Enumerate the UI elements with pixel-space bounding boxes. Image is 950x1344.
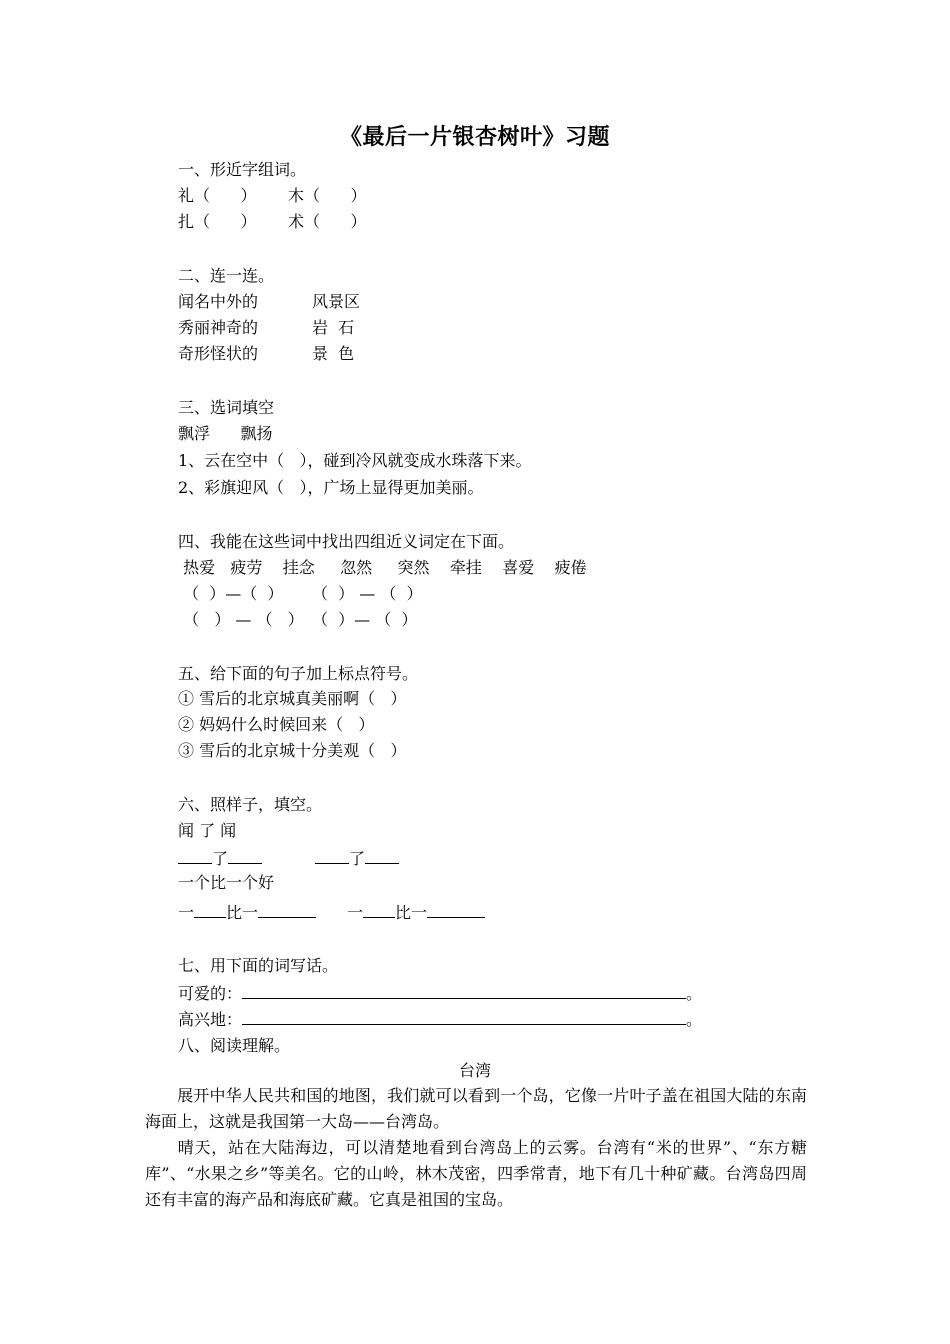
s4-pair-4: （ ）— （ ） <box>312 610 418 629</box>
s6-example-2: 一个比一个好 <box>178 873 275 892</box>
s6-fill-2a-mid: 比一 <box>226 903 259 922</box>
article-p1-text: 展开中华人民共和国的地图，我们就可以看到一个岛，它像一片叶子盖在祖国大陆的东南海面上，这就是我国第一大岛——台湾岛。 <box>145 1086 807 1131</box>
s2-right-2: 岩 石 <box>312 318 355 337</box>
s6-fill-2b-prefix: 一 <box>347 903 364 922</box>
s3-question-2: 2、彩旗迎风（ ），广场上显得更加美丽。 <box>178 478 484 497</box>
s5-item-3: ③ 雪后的北京城十分美观（ ） <box>178 741 407 760</box>
section-3-heading: 三、选词填空 <box>178 398 275 417</box>
section-6-heading: 六、照样子，填空。 <box>178 795 323 814</box>
s5-item-1: ① 雪后的北京城真美丽啊（ ） <box>178 689 407 708</box>
s1-row2-col1: 扎（ ） <box>178 212 257 231</box>
section-1-heading: 一、形近字组词。 <box>178 160 307 179</box>
s2-right-3: 景 色 <box>312 344 355 363</box>
s4-pair-3: （ ） — （ ） <box>178 610 304 629</box>
article-title: 台湾 <box>458 1061 491 1080</box>
section-5-heading: 五、给下面的句子加上标点符号。 <box>178 664 419 683</box>
article-paragraph-2 <box>145 1135 807 1213</box>
section-8-heading: 八、阅读理解。 <box>178 1036 291 1055</box>
s2-left-3: 奇形怪状的 <box>178 344 259 363</box>
s1-row1-col1: 礼（ ） <box>178 186 257 205</box>
s5-item-2: ② 妈妈什么时候回来（ ） <box>178 715 375 734</box>
article-p2-text: 晴天，站在大陆海边，可以清楚地看到台湾岛上的云雾。台湾有“米的世界”、“东方糖库”、“水果之乡”等美名。它的山岭，林木茂密，四季常青，地下有几十种矿藏。台湾岛四周还有丰富的海产品和海底矿藏。它真是祖国的宝岛。 <box>145 1138 807 1209</box>
s4-pair-1: （ ）—（ ） <box>178 584 284 603</box>
s6-fill-row-2b <box>347 901 485 923</box>
s7-word-2: 高兴地： <box>178 1010 243 1029</box>
s6-fill-row-2 <box>178 901 316 923</box>
s6-fill-2b-mid: 比一 <box>395 903 428 922</box>
s4-word-list: 热爱 疲劳 挂念 忽然 突然 牵挂 喜爱 疲倦 <box>178 558 587 577</box>
s4-pair-2: （ ） — （ ） <box>312 584 423 603</box>
section-2-heading: 二、连一连。 <box>178 266 275 285</box>
section-7-heading: 七、用下面的词写话。 <box>178 956 339 975</box>
page-title: 《最后一片银杏树叶》习题 <box>339 124 610 150</box>
s6-fill-1a: 了 <box>212 849 229 868</box>
s6-fill-row-1 <box>178 847 262 869</box>
s2-left-1: 闻名中外的 <box>178 292 259 311</box>
s7-end-1: 。 <box>686 984 703 1003</box>
s7-word-1: 可爱的： <box>178 984 243 1003</box>
s6-fill-1b: 了 <box>349 849 366 868</box>
s1-row1-col2: 木（ ） <box>288 186 367 205</box>
s6-fill-2a-prefix: 一 <box>178 903 195 922</box>
article-paragraph-1 <box>145 1083 807 1135</box>
s7-end-2: 。 <box>686 1010 703 1029</box>
s3-question-1: 1、云在空中（ ），碰到冷风就变成水珠落下来。 <box>178 451 532 470</box>
s3-word-choices: 飘浮 飘扬 <box>178 424 273 443</box>
s7-line-1 <box>178 982 702 1004</box>
section-4-heading: 四、我能在这些词中找出四组近义词定在下面。 <box>178 532 515 551</box>
s2-right-1: 风景区 <box>312 292 361 311</box>
s7-line-2 <box>178 1008 702 1030</box>
s1-row2-col2: 术（ ） <box>288 212 367 231</box>
s6-fill-row-1b <box>315 847 399 869</box>
s6-example-1: 闻 了 闻 <box>178 821 237 840</box>
s2-left-2: 秀丽神奇的 <box>178 318 259 337</box>
